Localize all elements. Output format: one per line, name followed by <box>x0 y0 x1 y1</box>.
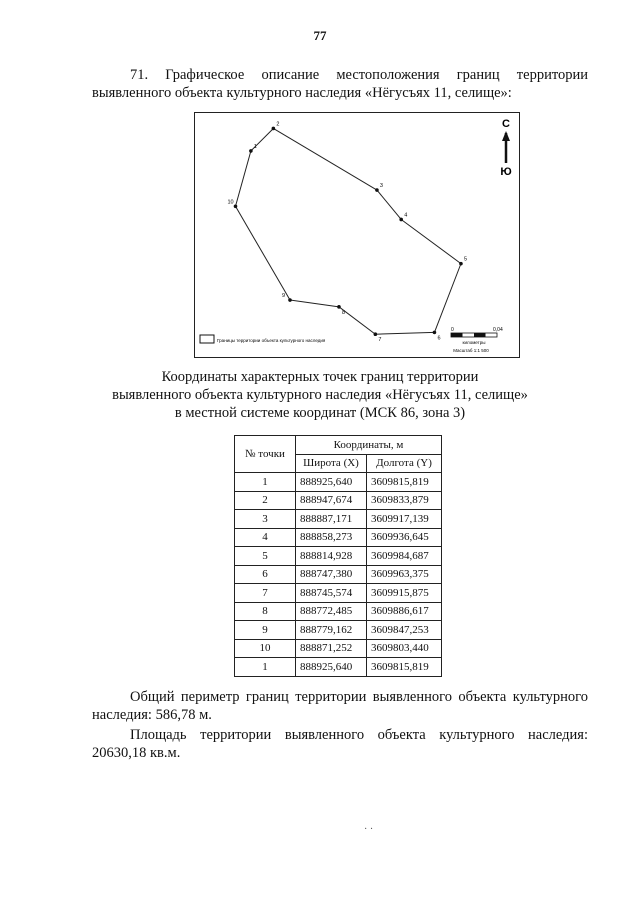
cell-point: 1 <box>235 473 296 492</box>
table-row <box>235 491 442 510</box>
cell-lon: 3609915,875 <box>367 584 442 603</box>
table-row <box>235 584 442 603</box>
boundary-point-marker <box>459 262 463 266</box>
cell-point: 7 <box>235 584 296 603</box>
cell-lat: 888887,171 <box>296 510 367 529</box>
boundary-point-marker <box>375 188 379 192</box>
boundary-segment <box>290 300 339 307</box>
boundary-map-canvas <box>195 113 519 357</box>
boundary-point-label: 7 <box>378 337 382 344</box>
cell-lat: 888745,574 <box>296 584 367 603</box>
boundary-point-label: 2 <box>276 121 280 128</box>
boundary-point-marker <box>399 218 403 222</box>
scale-bar <box>451 327 503 353</box>
scale-zero: 0 <box>451 327 454 333</box>
page-number: 77 <box>313 28 327 43</box>
section-heading: 71. Графическое описание местоположения границ территории выявленного объекта культурного наследия «Нёгусъях 11, селище»: <box>92 67 588 101</box>
boundary-point-label: 8 <box>341 309 346 316</box>
coordinates-table <box>234 435 442 677</box>
cell-lat: 888814,928 <box>296 547 367 566</box>
cell-lat: 888772,485 <box>296 602 367 621</box>
cell-point: 2 <box>235 491 296 510</box>
cell-lat: 888925,640 <box>296 473 367 492</box>
cell-point: 5 <box>235 547 296 566</box>
perimeter-paragraph: Общий периметр границ территории выявленного объекта культурного наследия: 586,78 м. <box>92 689 588 723</box>
cell-point: 3 <box>235 510 296 529</box>
cell-point: 9 <box>235 621 296 640</box>
header-coordinates: Координаты, м <box>296 436 442 455</box>
table-row <box>235 547 442 566</box>
cell-lat: 888871,252 <box>296 639 367 658</box>
cell-lon: 3609963,375 <box>367 565 442 584</box>
map-legend <box>200 335 326 343</box>
table-row <box>235 565 442 584</box>
boundary-point-label: 4 <box>404 212 408 219</box>
boundary-point-marker <box>337 305 341 309</box>
cell-lon: 3609917,139 <box>367 510 442 529</box>
boundary-points <box>227 121 467 343</box>
cell-lat: 888779,162 <box>296 621 367 640</box>
boundary-point-marker <box>374 332 378 336</box>
boundary-segment <box>434 264 461 333</box>
area-paragraph: Площадь территории выявленного объекта культурного наследия: 20630,18 кв.м. <box>92 727 588 761</box>
cell-lat: 888925,640 <box>296 658 367 677</box>
table-row <box>235 510 442 529</box>
caption-line-3: в местной системе координат (МСК 86, зона 3) <box>174 405 466 421</box>
boundary-point-label: 1 <box>253 143 257 150</box>
cell-lon: 3609847,253 <box>367 621 442 640</box>
cell-lon: 3609936,645 <box>367 528 442 547</box>
header-point: № точки <box>235 436 296 473</box>
boundary-point-marker <box>433 331 437 335</box>
cell-lon: 3609815,819 <box>367 658 442 677</box>
boundary-segment <box>235 206 289 300</box>
cell-point: 4 <box>235 528 296 547</box>
cell-lat: 888747,380 <box>296 565 367 584</box>
boundary-segment <box>375 332 434 334</box>
table-row <box>235 621 442 640</box>
legend-text: Границы территории объекта культурного наследия <box>217 338 326 343</box>
cell-lon: 3609803,440 <box>367 639 442 658</box>
cell-lat: 888858,273 <box>296 528 367 547</box>
footer-mark: · · <box>364 824 374 835</box>
boundary-point-label: 5 <box>463 256 468 263</box>
cell-lon: 3609833,879 <box>367 491 442 510</box>
boundary-segment <box>235 151 250 206</box>
cell-point: 8 <box>235 602 296 621</box>
boundary-segment <box>377 190 401 219</box>
cell-lat: 888947,674 <box>296 491 367 510</box>
header-lat: Широта (X) <box>296 454 367 473</box>
boundary-point-label: 10 <box>227 199 234 206</box>
cell-lon: 3609886,617 <box>367 602 442 621</box>
boundary-segment <box>273 128 377 190</box>
boundary-point-marker <box>234 204 238 208</box>
table-row <box>235 658 442 677</box>
cell-point: 1 <box>235 658 296 677</box>
coordinates-table-body <box>235 473 442 677</box>
boundary-segment <box>401 219 461 263</box>
north-arrow-icon <box>502 131 510 163</box>
scale-ratio: Масштаб 1:1 500 <box>453 348 489 353</box>
boundary-point-label: 6 <box>437 335 441 342</box>
table-row <box>235 473 442 492</box>
cell-point: 10 <box>235 639 296 658</box>
north-label: С <box>502 118 510 130</box>
cell-point: 6 <box>235 565 296 584</box>
caption-line-1: Координаты характерных точек границ территории <box>161 369 479 385</box>
header-lon: Долгота (Y) <box>367 454 442 473</box>
boundary-point-marker <box>288 298 292 302</box>
boundary-point-label: 3 <box>379 183 383 190</box>
cell-lon: 3609984,687 <box>367 547 442 566</box>
scale-unit: километры <box>462 340 486 345</box>
cell-lon: 3609815,819 <box>367 473 442 492</box>
boundary-map <box>194 112 520 358</box>
table-row <box>235 639 442 658</box>
boundary-polygon <box>235 128 460 334</box>
table-row <box>235 602 442 621</box>
boundary-point-marker <box>249 149 253 153</box>
table-caption <box>0 368 640 422</box>
scale-max: 0,04 <box>493 327 503 333</box>
boundary-point-label: 9 <box>281 293 286 300</box>
caption-line-2: выявленного объекта культурного наследия «Нёгусъях 11, селище» <box>112 387 528 403</box>
south-label: Ю <box>500 166 512 178</box>
table-row <box>235 528 442 547</box>
boundary-point-marker <box>272 127 276 131</box>
